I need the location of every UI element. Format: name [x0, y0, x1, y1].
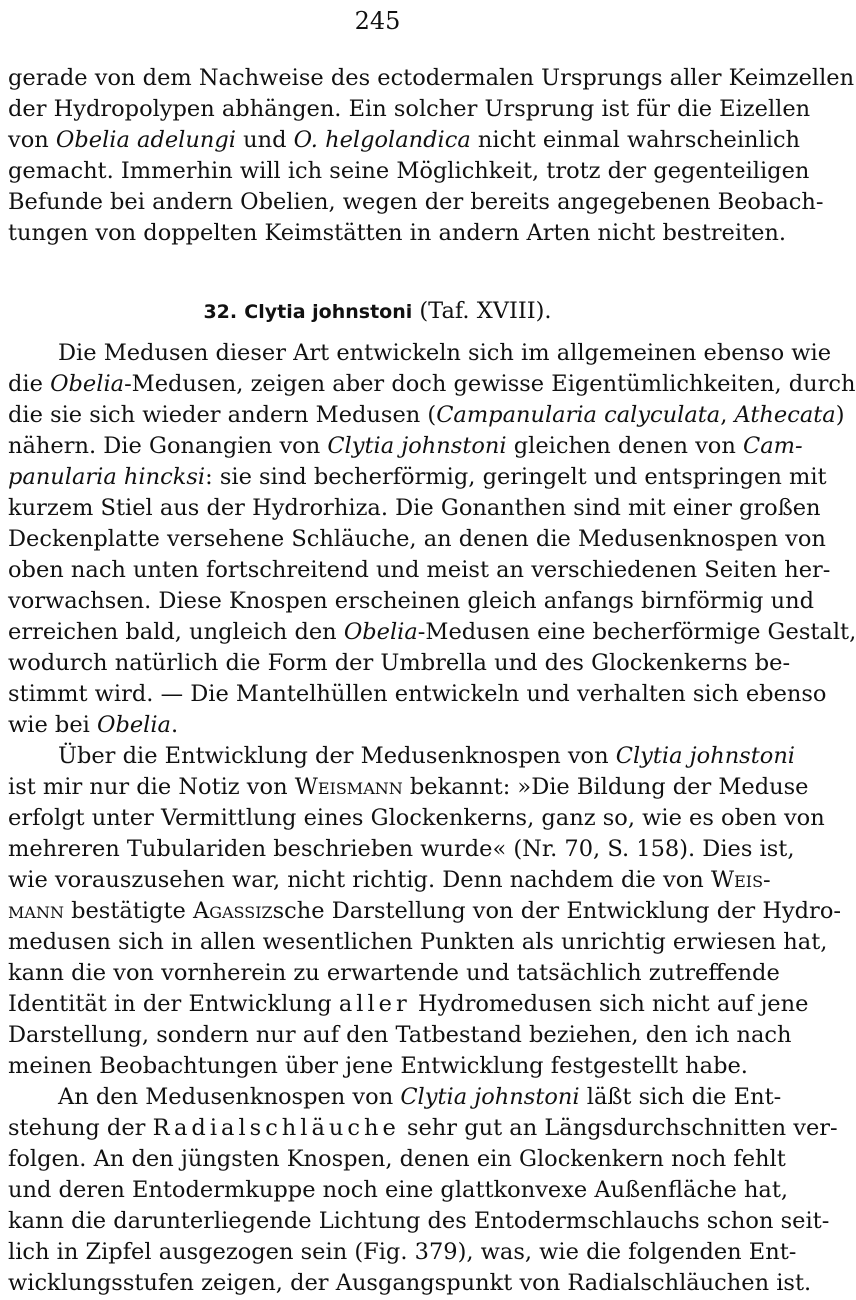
section-species: Clytia johnstoni [244, 301, 413, 323]
text-line: panularia hincksi: sie sind becherförmig, geringelt und entspringen mit [8, 464, 827, 490]
text-line: kann die von vornherein zu erwartende und tatsächlich zutreffende [8, 960, 780, 986]
text-line: nähern. Die Gonangien von Clytia johnstoni gleichen denen von Cam- [8, 433, 803, 459]
text-line: oben nach unten fortschreitend und meist an verschiedenen Seiten her- [8, 557, 831, 583]
text-line: medusen sich in allen wesentlichen Punkten als unrichtig erwiesen hat, [8, 929, 828, 955]
text-line: tungen von doppelten Keimstätten in andern Arten nicht bestreiten. [8, 220, 787, 246]
section-heading [0, 296, 755, 328]
text-line: gemacht. Immerhin will ich seine Möglichkeit, trotz der gegenteiligen [8, 158, 810, 184]
text-line: gerade von dem Nachweise des ectodermalen Ursprungs aller Keimzellen [8, 65, 855, 91]
text-line: erfolgt unter Vermittlung eines Glockenkerns, ganz so, wie es oben von [8, 805, 825, 831]
text-line: folgen. An den jüngsten Knospen, denen ein Glockenkern noch fehlt [8, 1146, 786, 1172]
section-number: 32. [203, 301, 238, 323]
text-line: stehung der Radialschläuche sehr gut an Längsdurchschnitten ver- [8, 1115, 838, 1141]
text-line: erreichen bald, ungleich den Obelia-Medusen eine becherförmige Gestalt, [8, 619, 856, 645]
text-line: wie bei Obelia. [8, 712, 179, 738]
text-line: von Obelia adelungi und O. helgolandica nicht einmal wahrscheinlich [8, 127, 801, 153]
text-line: und deren Entodermkuppe noch eine glattkonvexe Außenfläche hat, [8, 1177, 789, 1203]
text-line: Darstellung, sondern nur auf den Tatbestand beziehen, den ich nach [8, 1022, 792, 1048]
text-line: Befunde bei andern Obelien, wegen der bereits angegebenen Beobach- [8, 189, 824, 215]
text-line: Identität in der Entwicklung aller Hydromedusen sich nicht auf jene [8, 991, 809, 1017]
text-line: kurzem Stiel aus der Hydrorhiza. Die Gonanthen sind mit einer großen [8, 495, 821, 521]
text-line: kann die darunterliegende Lichtung des Entodermschlauchs schon seit- [8, 1208, 830, 1234]
text-line: wie vorauszusehen war, nicht richtig. Denn nachdem die von Weis- [8, 867, 771, 893]
text-line: Die Medusen dieser Art entwickeln sich im allgemeinen ebenso wie [58, 340, 832, 366]
text-line: die sie sich wieder andern Medusen (Campanularia calyculata, Athecata) [8, 402, 845, 428]
text-line: mann bestätigte Agassizsche Darstellung von der Entwicklung der Hydro- [8, 898, 841, 924]
text-line: wicklungsstufen zeigen, der Ausgangspunkt von Radialschläuchen ist. [8, 1270, 812, 1296]
text-line: die Obelia-Medusen, zeigen aber doch gewisse Eigentümlichkeiten, durch [8, 371, 856, 397]
text-line: Deckenplatte versehene Schläuche, an denen die Medusenknospen von [8, 526, 826, 552]
section-plate-ref: (Taf. XVIII). [419, 298, 552, 324]
text-line: vorwachsen. Diese Knospen erscheinen gleich anfangs birnförmig und [8, 588, 814, 614]
text-line: wodurch natürlich die Form der Umbrella und des Glockenkerns be- [8, 650, 791, 676]
text-line: der Hydropolypen abhängen. Ein solcher Ursprung ist für die Eizellen [8, 96, 811, 122]
text-line: meinen Beobachtungen über jene Entwicklung festgestellt habe. [8, 1053, 748, 1079]
text-line: ist mir nur die Notiz von Weismann bekannt: »Die Bildung der Meduse [8, 774, 809, 800]
text-line: An den Medusenknospen von Clytia johnstoni läßt sich die Ent- [58, 1084, 782, 1110]
text-line: lich in Zipfel ausgezogen sein (Fig. 379), was, wie die folgenden Ent- [8, 1239, 797, 1265]
text-line: mehreren Tubulariden beschrieben wurde« (Nr. 70, S. 158). Dies ist, [8, 836, 795, 862]
text-line: stimmt wird. — Die Mantelhüllen entwickeln und verhalten sich ebenso [8, 681, 827, 707]
text-line: Über die Entwicklung der Medusenknospen von Clytia johnstoni [58, 743, 796, 769]
page-number: 245 [354, 7, 401, 35]
